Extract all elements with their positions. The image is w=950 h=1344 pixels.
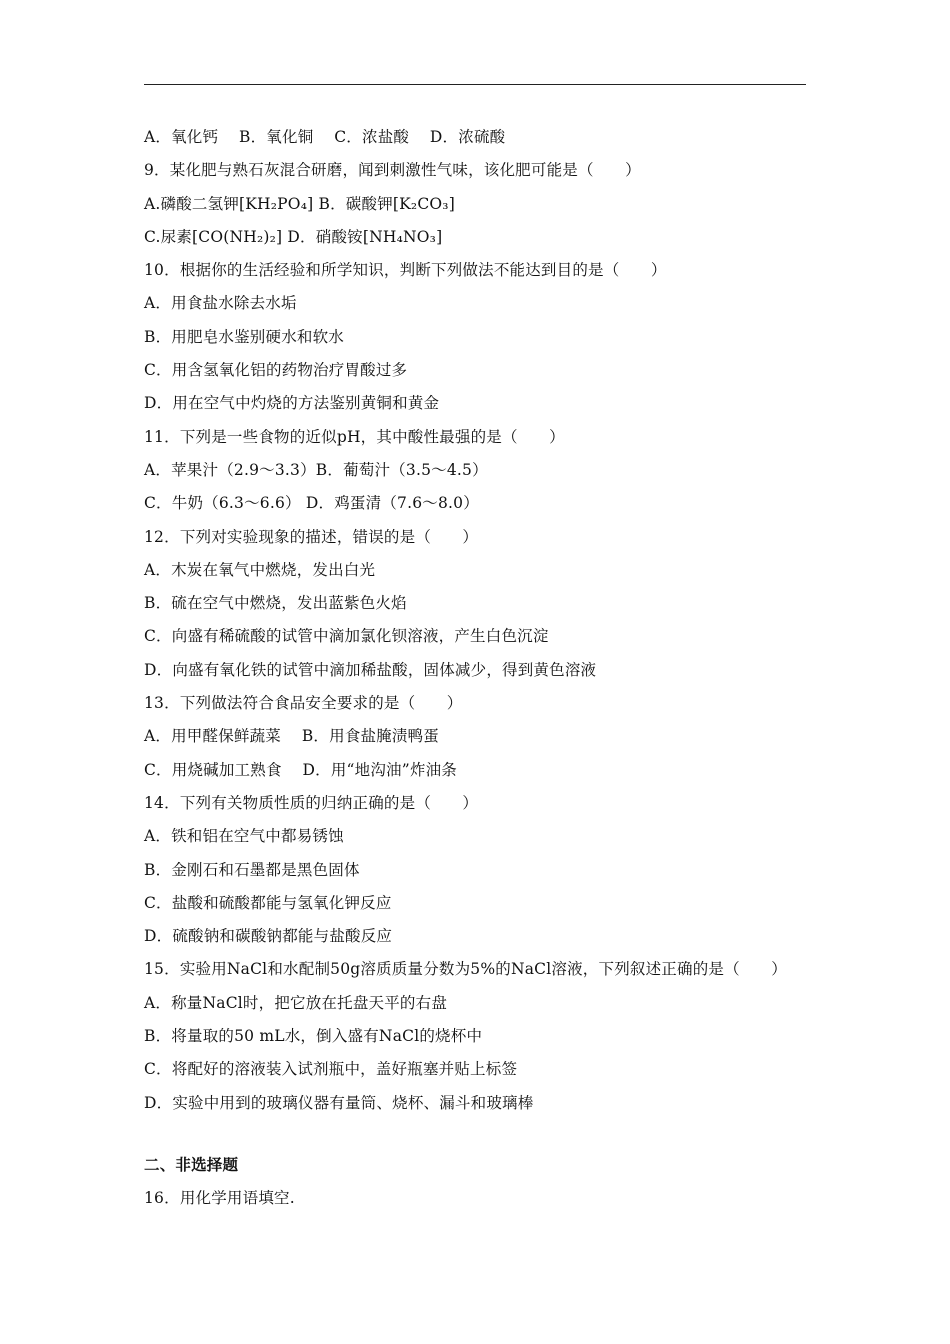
q11-stem: 11．下列是一些食物的近似pH，其中酸性最强的是（ ） xyxy=(144,427,565,446)
q14-option-a: A．铁和铝在空气中都易锈蚀 xyxy=(144,827,344,846)
header-rule xyxy=(144,84,806,85)
q14-option-d: D．硫酸钠和碳酸钠都能与盐酸反应 xyxy=(144,927,393,946)
q14-stem: 14．下列有关物质性质的归纳正确的是（ ） xyxy=(144,793,479,812)
q12-stem: 12．下列对实验现象的描述，错误的是（ ） xyxy=(144,527,479,546)
q12-option-a: A．木炭在氧气中燃烧，发出白光 xyxy=(144,560,376,579)
q15-stem: 15．实验用NaCl和水配制50g溶质质量分数为5%的NaCl溶液，下列叙述正确的是（ ） xyxy=(144,960,787,979)
q13-options-cd: C．用烧碱加工熟食 D．用“地沟油”炸油条 xyxy=(144,760,457,779)
q11-options-ab: A．苹果汁（2.9～3.3）B．葡萄汁（3.5～4.5） xyxy=(144,460,488,479)
q10-stem: 10．根据你的生活经验和所学知识，判断下列做法不能达到目的是（ ） xyxy=(144,261,667,280)
q15-option-d: D．实验中用到的玻璃仪器有量筒、烧杯、漏斗和玻璃棒 xyxy=(144,1093,534,1112)
q14-option-b: B．金刚石和石墨都是黑色固体 xyxy=(144,860,360,879)
q14-option-c: C．盐酸和硫酸都能与氢氧化钾反应 xyxy=(144,893,392,912)
q10-option-a: A．用食盐水除去水垢 xyxy=(144,294,297,313)
q12-option-b: B．硫在空气中燃烧，发出蓝紫色火焰 xyxy=(144,594,407,613)
q10-option-d: D．用在空气中灼烧的方法鉴别黄铜和黄金 xyxy=(144,394,440,413)
q9-options-ab: A.磷酸二氢钾[KH₂PO₄] B．碳酸钾[K₂CO₃] xyxy=(144,194,455,213)
q12-option-d: D．向盛有氧化铁的试管中滴加稀盐酸，固体减少，得到黄色溶液 xyxy=(144,660,597,679)
q13-stem: 13．下列做法符合食品安全要求的是（ ） xyxy=(144,694,463,713)
q8-options: A．氧化钙 B．氧化铜 C．浓盐酸 D．浓硫酸 xyxy=(144,128,506,146)
q10-option-c: C．用含氢氧化铝的药物治疗胃酸过多 xyxy=(144,361,408,380)
q13-options-ab: A．用甲醛保鲜蔬菜 B．用食盐腌渍鸭蛋 xyxy=(144,727,440,746)
q11-options-cd: C．牛奶（6.3～6.6） D．鸡蛋清（7.6～8.0） xyxy=(144,494,479,513)
question-content xyxy=(144,123,814,1218)
q9-stem: 9．某化肥与熟石灰混合研磨，闻到刺激性气味，该化肥可能是（ ） xyxy=(144,161,641,180)
q15-option-a: A．称量NaCl时，把它放在托盘天平的右盘 xyxy=(144,993,448,1012)
q9-options-cd: C.尿素[CO(NH₂)₂] D．硝酸铵[NH₄NO₃] xyxy=(144,227,443,246)
q10-option-b: B．用肥皂水鉴别硬水和软水 xyxy=(144,327,344,346)
q16-stem: 16．用化学用语填空. xyxy=(144,1189,295,1208)
q12-option-c: C．向盛有稀硫酸的试管中滴加氯化钡溶液，产生白色沉淀 xyxy=(144,627,549,646)
q15-option-b: B．将量取的50 mL水，倒入盛有NaCl的烧杯中 xyxy=(144,1027,483,1046)
section-heading: 二、非选择题 xyxy=(144,1155,239,1174)
q15-option-c: C．将配好的溶液装入试剂瓶中，盖好瓶塞并贴上标签 xyxy=(144,1060,518,1079)
